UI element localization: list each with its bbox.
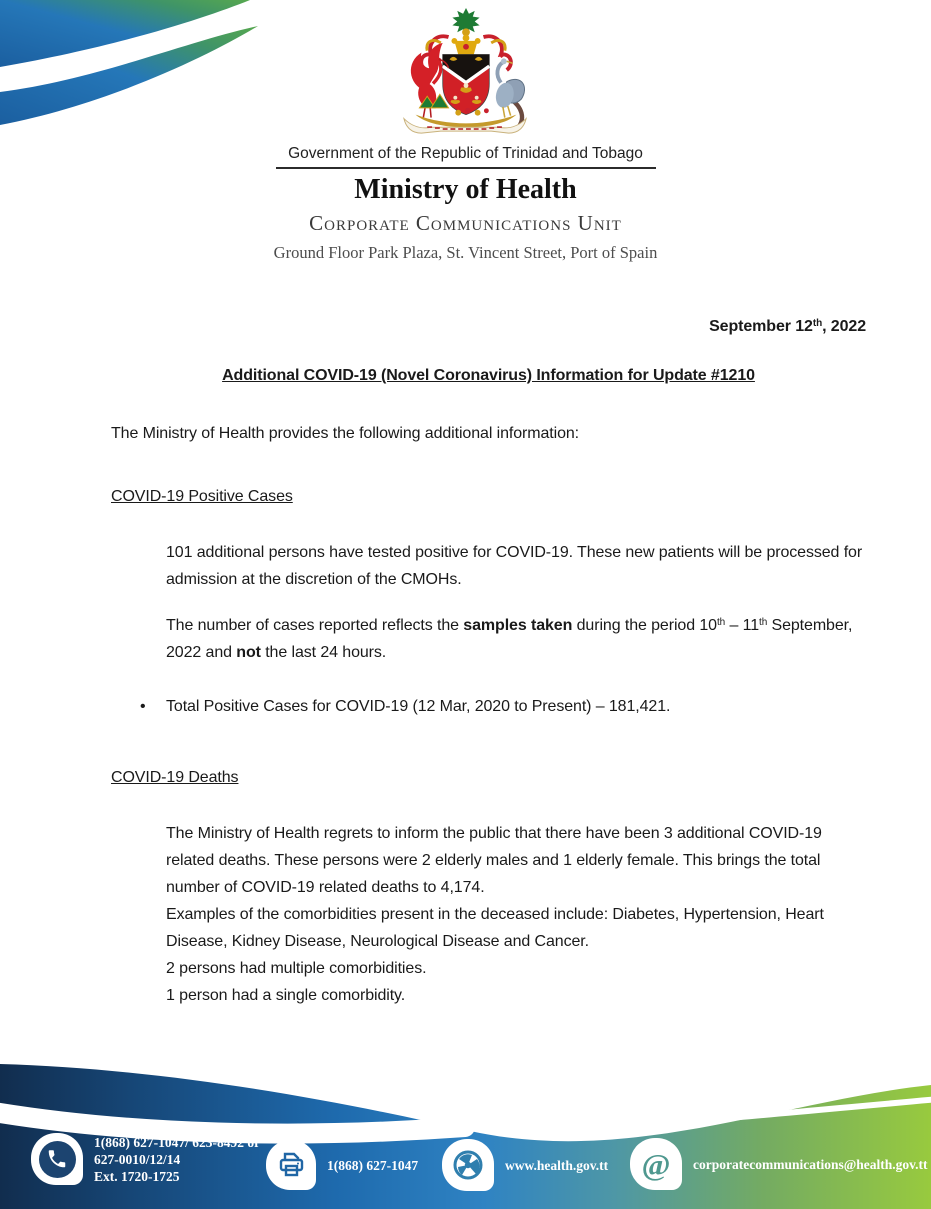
bullet-text: Total Positive Cases for COVID-19 (12 Mar, 2020 to Present) – 181,421. xyxy=(166,698,671,715)
crown xyxy=(451,35,480,55)
fax-icon xyxy=(266,1140,316,1190)
website-url: www.health.gov.tt xyxy=(505,1157,609,1173)
date-ordinal: th xyxy=(812,318,823,329)
document-date: September 12th, 2022 xyxy=(709,318,866,335)
address-line: Ground Floor Park Plaza, St. Vincent Street, Port of Spain xyxy=(273,243,658,262)
deaths-paragraph-1: The Ministry of Health regrets to inform the public that there have been 3 additional COVID-19 related deaths. These persons were 2 elderly males and 1 elderly female. This brings the total number of COVID-19 related deaths to 4,174. xyxy=(166,825,822,896)
letterhead xyxy=(0,0,931,263)
section-heading-deaths: COVID-19 Deaths xyxy=(111,769,239,786)
positive-cases-paragraph-2: The number of cases reported reflects the samples taken during the period 10th – 11th September, 2022 and not the last 24 hours. xyxy=(166,617,853,661)
document-title: Additional COVID-19 (Novel Coronavirus) Information for Update #1210 xyxy=(222,367,755,384)
bold-samples-taken: samples taken xyxy=(463,617,573,634)
section-heading-positive-cases: COVID-19 Positive Cases xyxy=(111,488,293,505)
contact-email xyxy=(630,1138,928,1190)
bold-not: not xyxy=(236,644,261,661)
government-line: Government of the Republic of Trinidad and Tobago xyxy=(288,145,643,162)
bullet-dot-icon xyxy=(140,693,166,720)
bullet-item xyxy=(140,693,866,720)
deaths-paragraphs xyxy=(166,820,872,1009)
deaths-paragraph-4: 1 person had a single comorbidity. xyxy=(166,987,406,1004)
globe-icon xyxy=(442,1139,494,1191)
deaths-paragraph-2: Examples of the comorbidities present in the deceased include: Diabetes, Hypertension, Heart Disease, Kidney Disease, Neurological Disease and Cancer. xyxy=(166,906,824,950)
phone-numbers: 1(868) 627-1047/ 623-8492 or 627-0010/12/14 Ext. 1720-1725 xyxy=(94,1134,261,1184)
shield xyxy=(442,55,489,115)
unit-title: Corporate Communications Unit xyxy=(309,211,622,235)
deaths-paragraph-3: 2 persons had multiple comorbidities. xyxy=(166,960,427,977)
positive-cases-paragraph-1: 101 additional persons have tested positive for COVID-19. These new patients will be processed for admission at the discretion of the CMOHs. xyxy=(166,544,863,588)
phone-icon xyxy=(31,1133,83,1185)
coat-of-arms xyxy=(398,6,534,136)
contact-phone xyxy=(31,1133,260,1185)
header-divider xyxy=(276,167,656,169)
email-at-icon: @ xyxy=(630,1138,682,1190)
intro-paragraph: The Ministry of Health provides the following additional information: xyxy=(111,425,580,442)
document-body xyxy=(111,313,866,1009)
contact-fax xyxy=(266,1140,418,1190)
fax-number: 1(868) 627-1047 xyxy=(327,1157,419,1173)
footer-banner xyxy=(0,1049,931,1209)
ministry-title: Ministry of Health xyxy=(354,174,577,205)
contact-website xyxy=(442,1139,608,1191)
email-address: corporatecommunications@health.gov.tt xyxy=(693,1156,928,1172)
